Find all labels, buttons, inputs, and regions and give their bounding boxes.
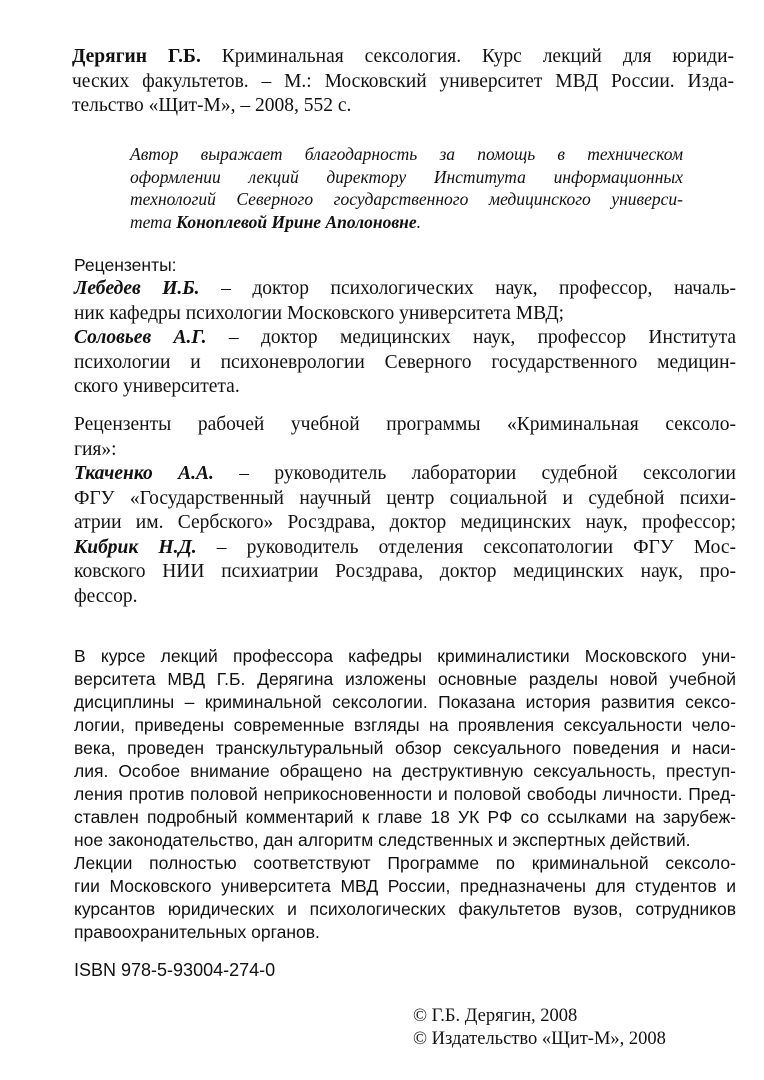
program-reviewers-heading-line-2: гия»: <box>74 438 117 460</box>
ack-line-1: Автор выражает благодарность за помощь в техническом <box>130 144 683 164</box>
abstract <box>74 645 736 944</box>
abstract-line: Лекции полностью соответствуют Программе по криминальной сексоло- <box>74 853 736 873</box>
citation-line-1: Дерягин Г.Б. Криминальная сексология. Курс лекций для юриди- <box>72 46 734 67</box>
program-reviewer-1-line-1: Ткаченко А.А. – руководитель лаборатории судебной сексологии <box>74 463 736 484</box>
citation-line-2: ческих факультетов. – М.: Московский университет МВД России. Изда- <box>72 70 734 92</box>
copyright-author: © Г.Б. Дерягин, 2008 <box>413 1006 578 1026</box>
abstract-line: дисциплины – криминальной сексологии. Показана история развития сексо- <box>74 692 736 712</box>
acknowledgement <box>130 143 683 233</box>
copyright-block <box>413 1005 666 1051</box>
program-reviewer-2-line-2: ковского НИИ психиатрии Росздрава, доктор медицинских наук, про- <box>74 561 736 582</box>
abstract-line: ления против половой неприкосновенности и половой свободы личности. Пред- <box>74 784 736 804</box>
abstract-line: ставлен подробный комментарий к главе 18 УК РФ со ссылками на зарубеж- <box>74 807 736 827</box>
abstract-line: верситета МВД Г.Б. Дерягина изложены основные разделы новой учебной <box>74 669 736 689</box>
program-reviewer-1-name: Ткаченко А.А. <box>74 463 214 484</box>
reviewers-heading: Рецензенты: <box>74 255 177 275</box>
program-reviewer-2-line-3: фессор. <box>74 585 138 607</box>
ack-line-3: технологий Северного государственного медицинского универси- <box>130 189 683 209</box>
reviewer-2-line-1: Соловьев А.Г. – доктор медицинских наук, профессор Института <box>74 327 736 348</box>
abstract-line: лия. Особое внимание обращено на деструктивную сексуальность, преступ- <box>74 761 736 781</box>
program-reviewers-heading-line-1: Рецензенты рабочей учебной программы «Криминальная сексоло- <box>74 414 736 435</box>
reviewer-2-line-2: психологии и психоневрологии Северного государственного медицин- <box>74 351 736 373</box>
reviewer-1-line-1: Лебедев И.Б. – доктор психологических наук, профессор, началь- <box>74 278 736 299</box>
ack-line-4: тета Коноплевой Ирине Аполоновне. <box>130 211 422 232</box>
reviewer-2-name: Соловьев А.Г. <box>74 327 207 348</box>
isbn: ISBN 978-5-93004-274-0 <box>74 960 276 980</box>
abstract-line: В курсе лекций профессора кафедры криминалистики Московского уни- <box>74 646 736 666</box>
copyright-publisher: © Издательство «Щит-М», 2008 <box>413 1029 666 1049</box>
abstract-line: века, проведен транскультуральный обзор сексуального поведения и наси- <box>74 738 736 758</box>
reviewer-1-line-2: ник кафедры психологии Московского университета МВД; <box>74 302 565 324</box>
program-reviewer-2-line-1: Кибрик Н.Д. – руководитель отделения сексопатологии ФГУ Мос- <box>74 536 736 558</box>
abstract-line: гии Московского университета МВД России, предназначены для студентов и <box>74 876 736 896</box>
citation-author: Дерягин Г.Б. <box>72 46 201 67</box>
program-reviewers <box>74 413 736 609</box>
program-reviewer-2-name: Кибрик Н.Д. <box>74 536 197 558</box>
program-reviewer-1-line-2: ФГУ «Государственный научный центр социальной и судебной психи- <box>74 487 736 509</box>
ack-person-name: Коноплевой Ирине Аполоновне <box>176 211 417 232</box>
reviewer-2-line-3: ского университета. <box>74 376 240 397</box>
abstract-line: ное законодательство, дан алгоритм следственных и экспертных действий. <box>74 830 691 850</box>
abstract-line: курсантов юридических и психологических факультетов вузов, сотрудников <box>74 899 736 919</box>
reviewer-1-name: Лебедев И.Б. <box>74 278 200 299</box>
abstract-line: правоохранительных органов. <box>74 922 320 942</box>
program-reviewer-1-line-3: атрии им. Сербского» Росздрава, доктор медицинских наук, профессор; <box>74 512 736 533</box>
reviewers-list <box>74 277 736 400</box>
abstract-line: логии, приведены современные взгляды на проявления сексуальности чело- <box>74 715 736 735</box>
citation-line-3: тельство «Щит-М», – 2008, 552 с. <box>72 95 352 116</box>
bibliographic-citation <box>72 45 734 119</box>
ack-line-2: оформлении лекций директору Института информационных <box>130 166 683 187</box>
